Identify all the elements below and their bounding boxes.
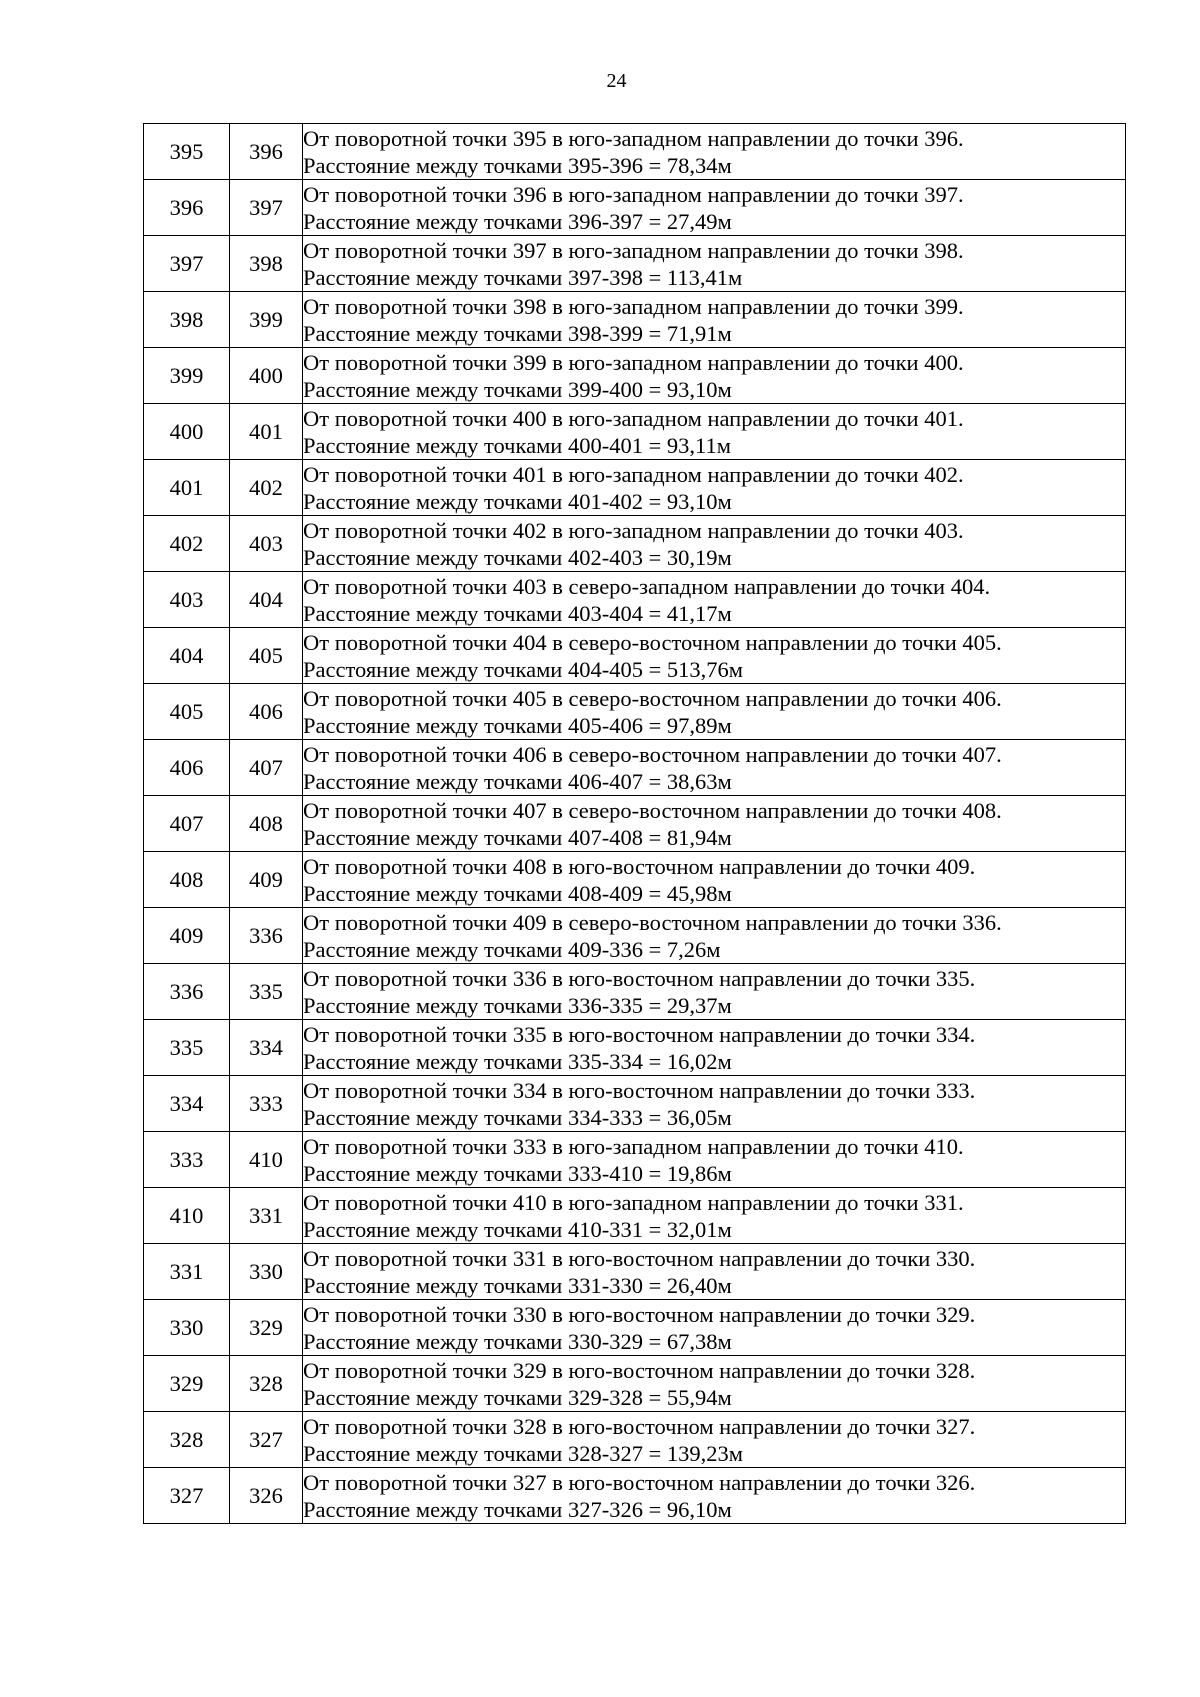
from-point-cell: 408	[144, 852, 230, 908]
table-row	[144, 236, 1126, 292]
direction-text: От поворотной точки 399 в юго-западном направлении до точки 400.	[303, 349, 964, 375]
from-point-cell: 334	[144, 1076, 230, 1132]
from-point-cell: 329	[144, 1356, 230, 1412]
table-row	[144, 852, 1126, 908]
from-point-cell: 403	[144, 572, 230, 628]
from-point-cell: 409	[144, 908, 230, 964]
direction-text: От поворотной точки 397 в юго-западном направлении до точки 398.	[303, 237, 964, 263]
to-point-cell: 403	[230, 516, 303, 572]
distance-text: Расстояние между точками 336-335 = 29,37м	[303, 992, 732, 1018]
from-point-cell: 399	[144, 348, 230, 404]
direction-text: От поворотной точки 404 в северо-восточном направлении до точки 405.	[303, 629, 1002, 655]
direction-text: От поворотной точки 395 в юго-западном направлении до точки 396.	[303, 125, 964, 151]
direction-text: От поворотной точки 403 в северо-западном направлении до точки 404.	[303, 573, 991, 599]
from-point-cell: 404	[144, 628, 230, 684]
from-point-cell: 397	[144, 236, 230, 292]
distance-text: Расстояние между точками 397-398 = 113,41м	[303, 264, 743, 290]
distance-text: Расстояние между точками 398-399 = 71,91м	[303, 320, 732, 346]
to-point-cell: 333	[230, 1076, 303, 1132]
description-cell	[303, 908, 1126, 964]
direction-text: От поворотной точки 328 в юго-восточном направлении до точки 327.	[303, 1413, 976, 1439]
distance-text: Расстояние между точками 395-396 = 78,34м	[303, 152, 732, 178]
description-cell	[303, 292, 1126, 348]
from-point-cell: 335	[144, 1020, 230, 1076]
from-point-cell: 407	[144, 796, 230, 852]
description-cell	[303, 516, 1126, 572]
direction-text: От поворотной точки 336 в юго-восточном направлении до точки 335.	[303, 965, 976, 991]
table-row	[144, 1244, 1126, 1300]
table-row	[144, 908, 1126, 964]
direction-text: От поворотной точки 331 в юго-восточном направлении до точки 330.	[303, 1245, 976, 1271]
table-row	[144, 180, 1126, 236]
distance-text: Расстояние между точками 327-326 = 96,10м	[303, 1496, 732, 1522]
to-point-cell: 401	[230, 404, 303, 460]
distance-text: Расстояние между точками 404-405 = 513,76м	[303, 656, 744, 682]
direction-text: От поворотной точки 329 в юго-восточном направлении до точки 328.	[303, 1357, 976, 1383]
description-cell	[303, 1188, 1126, 1244]
distance-text: Расстояние между точками 334-333 = 36,05м	[303, 1104, 732, 1130]
from-point-cell: 327	[144, 1468, 230, 1524]
table-row	[144, 964, 1126, 1020]
description-cell	[303, 1300, 1126, 1356]
from-point-cell: 410	[144, 1188, 230, 1244]
direction-text: От поворотной точки 400 в юго-западном направлении до точки 401.	[303, 405, 964, 431]
direction-text: От поворотной точки 398 в юго-западном направлении до точки 399.	[303, 293, 964, 319]
description-cell	[303, 572, 1126, 628]
description-cell	[303, 852, 1126, 908]
to-point-cell: 329	[230, 1300, 303, 1356]
page-number: 24	[606, 70, 627, 92]
to-point-cell: 398	[230, 236, 303, 292]
description-cell	[303, 236, 1126, 292]
table-row	[144, 796, 1126, 852]
table-row	[144, 124, 1126, 180]
table-row	[144, 1076, 1126, 1132]
description-cell	[303, 348, 1126, 404]
description-cell	[303, 460, 1126, 516]
table-row	[144, 1132, 1126, 1188]
from-point-cell: 331	[144, 1244, 230, 1300]
direction-text: От поворотной точки 409 в северо-восточном направлении до точки 336.	[303, 909, 1002, 935]
from-point-cell: 401	[144, 460, 230, 516]
description-cell	[303, 740, 1126, 796]
description-cell	[303, 1076, 1126, 1132]
to-point-cell: 404	[230, 572, 303, 628]
description-cell	[303, 1132, 1126, 1188]
from-point-cell: 395	[144, 124, 230, 180]
table-row	[144, 516, 1126, 572]
distance-text: Расстояние между точками 329-328 = 55,94м	[303, 1384, 732, 1410]
direction-text: От поворотной точки 408 в юго-восточном направлении до точки 409.	[303, 853, 976, 879]
table-row	[144, 740, 1126, 796]
table-row	[144, 1468, 1126, 1524]
distance-text: Расстояние между точками 406-407 = 38,63м	[303, 768, 732, 794]
to-point-cell: 407	[230, 740, 303, 796]
boundary-points-table	[143, 123, 1126, 1524]
to-point-cell: 402	[230, 460, 303, 516]
distance-text: Расстояние между точками 331-330 = 26,40м	[303, 1272, 732, 1298]
to-point-cell: 328	[230, 1356, 303, 1412]
distance-text: Расстояние между точками 408-409 = 45,98м	[303, 880, 732, 906]
description-cell	[303, 1356, 1126, 1412]
distance-text: Расстояние между точками 330-329 = 67,38м	[303, 1328, 732, 1354]
distance-text: Расстояние между точками 403-404 = 41,17м	[303, 600, 732, 626]
from-point-cell: 330	[144, 1300, 230, 1356]
description-cell	[303, 124, 1126, 180]
distance-text: Расстояние между точками 407-408 = 81,94м	[303, 824, 732, 850]
distance-text: Расстояние между точками 400-401 = 93,11м	[303, 432, 731, 458]
table-row	[144, 1020, 1126, 1076]
direction-text: От поворотной точки 401 в юго-западном направлении до точки 402.	[303, 461, 964, 487]
direction-text: От поворотной точки 330 в юго-восточном направлении до точки 329.	[303, 1301, 976, 1327]
description-cell	[303, 628, 1126, 684]
distance-text: Расстояние между точками 399-400 = 93,10м	[303, 376, 732, 402]
to-point-cell: 335	[230, 964, 303, 1020]
table-row	[144, 628, 1126, 684]
description-cell	[303, 1244, 1126, 1300]
table-row	[144, 1300, 1126, 1356]
to-point-cell: 327	[230, 1412, 303, 1468]
from-point-cell: 406	[144, 740, 230, 796]
from-point-cell: 405	[144, 684, 230, 740]
to-point-cell: 406	[230, 684, 303, 740]
description-cell	[303, 684, 1126, 740]
distance-text: Расстояние между точками 402-403 = 30,19м	[303, 544, 732, 570]
to-point-cell: 396	[230, 124, 303, 180]
from-point-cell: 336	[144, 964, 230, 1020]
distance-text: Расстояние между точками 396-397 = 27,49м	[303, 208, 732, 234]
from-point-cell: 333	[144, 1132, 230, 1188]
from-point-cell: 328	[144, 1412, 230, 1468]
table-row	[144, 460, 1126, 516]
description-cell	[303, 404, 1126, 460]
distance-text: Расстояние между точками 409-336 = 7,26м	[303, 936, 721, 962]
description-cell	[303, 796, 1126, 852]
to-point-cell: 409	[230, 852, 303, 908]
direction-text: От поворотной точки 396 в юго-западном направлении до точки 397.	[303, 181, 964, 207]
from-point-cell: 400	[144, 404, 230, 460]
description-cell	[303, 1468, 1126, 1524]
to-point-cell: 400	[230, 348, 303, 404]
to-point-cell: 334	[230, 1020, 303, 1076]
to-point-cell: 326	[230, 1468, 303, 1524]
from-point-cell: 396	[144, 180, 230, 236]
distance-text: Расстояние между точками 328-327 = 139,23м	[303, 1440, 744, 1466]
table-body	[144, 124, 1126, 1524]
direction-text: От поворотной точки 402 в юго-западном направлении до точки 403.	[303, 517, 964, 543]
direction-text: От поворотной точки 410 в юго-западном направлении до точки 331.	[303, 1189, 964, 1215]
to-point-cell: 410	[230, 1132, 303, 1188]
direction-text: От поворотной точки 406 в северо-восточном направлении до точки 407.	[303, 741, 1002, 767]
distance-text: Расстояние между точками 401-402 = 93,10м	[303, 488, 732, 514]
distance-text: Расстояние между точками 405-406 = 97,89м	[303, 712, 732, 738]
to-point-cell: 331	[230, 1188, 303, 1244]
to-point-cell: 330	[230, 1244, 303, 1300]
from-point-cell: 402	[144, 516, 230, 572]
direction-text: От поворотной точки 407 в северо-восточном направлении до точки 408.	[303, 797, 1002, 823]
table-row	[144, 348, 1126, 404]
direction-text: От поворотной точки 335 в юго-восточном направлении до точки 334.	[303, 1021, 976, 1047]
table-row	[144, 684, 1126, 740]
direction-text: От поворотной точки 333 в юго-западном направлении до точки 410.	[303, 1133, 964, 1159]
direction-text: От поворотной точки 334 в юго-восточном направлении до точки 333.	[303, 1077, 976, 1103]
to-point-cell: 336	[230, 908, 303, 964]
to-point-cell: 399	[230, 292, 303, 348]
description-cell	[303, 180, 1126, 236]
distance-text: Расстояние между точками 333-410 = 19,86м	[303, 1160, 732, 1186]
to-point-cell: 397	[230, 180, 303, 236]
distance-text: Расстояние между точками 410-331 = 32,01м	[303, 1216, 732, 1242]
table-row	[144, 292, 1126, 348]
table-row	[144, 1356, 1126, 1412]
direction-text: От поворотной точки 405 в северо-восточном направлении до точки 406.	[303, 685, 1002, 711]
table-row	[144, 1412, 1126, 1468]
table-row	[144, 1188, 1126, 1244]
direction-text: От поворотной точки 327 в юго-восточном направлении до точки 326.	[303, 1469, 976, 1495]
table-row	[144, 404, 1126, 460]
to-point-cell: 405	[230, 628, 303, 684]
distance-text: Расстояние между точками 335-334 = 16,02м	[303, 1048, 732, 1074]
table-row	[144, 572, 1126, 628]
description-cell	[303, 964, 1126, 1020]
description-cell	[303, 1020, 1126, 1076]
description-cell	[303, 1412, 1126, 1468]
from-point-cell: 398	[144, 292, 230, 348]
to-point-cell: 408	[230, 796, 303, 852]
